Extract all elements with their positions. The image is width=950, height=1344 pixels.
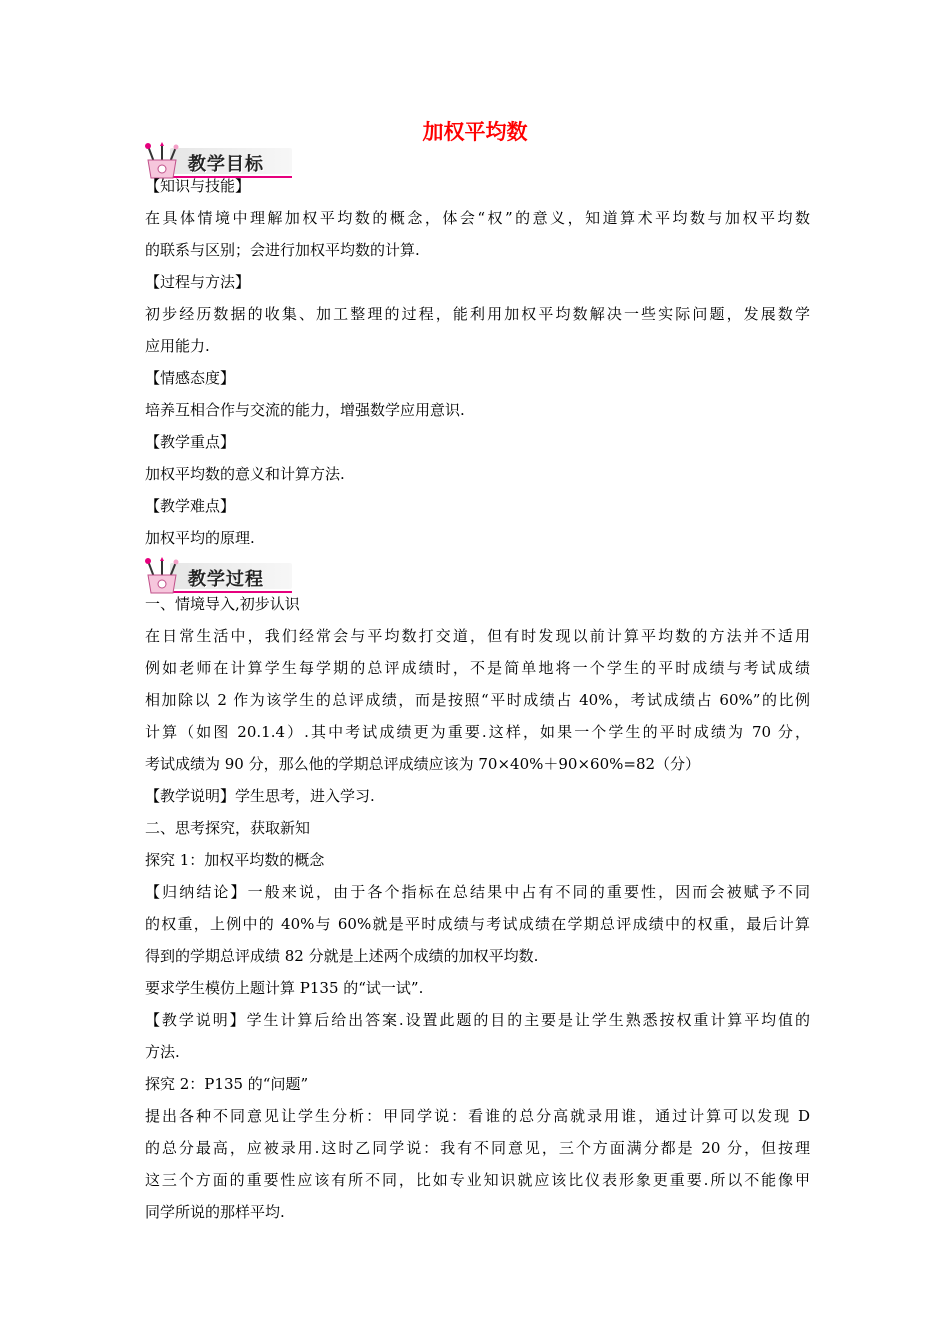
section1-heading: 一、情境导入,初步认识 — [145, 595, 300, 613]
attitude-heading: 【情感态度】 — [145, 369, 236, 387]
paragraph-line: 的权重，上例中的 40%与 60%就是平时成绩与考试成绩在学期总评成绩中的权重，最后计算 — [145, 915, 810, 933]
document-title: 加权平均数 — [422, 120, 528, 144]
explore2-heading: 探究 2：P135 的“问题” — [145, 1075, 309, 1093]
paragraph-line: 这三个方面的重要性应该有所不同，比如专业知识就应该比仪表形象更重要.所以不能像甲 — [145, 1171, 810, 1189]
pen-cup-icon — [140, 142, 188, 180]
paragraph-line: 相加除以 2 作为该学生的总评成绩，而是按照“平时成绩占 40%，考试成绩占 60%”的比例 — [145, 691, 810, 709]
difficulty-heading: 【教学难点】 — [145, 497, 236, 515]
paragraph-line: 的总分最高，应被录用.这时乙同学说：我有不同意见，三个方面满分都是 20 分，但按理 — [145, 1139, 810, 1157]
teaching-note: 【教学说明】学生计算后给出答案.设置此题的目的主要是让学生熟悉按权重计算平均值的 — [145, 1011, 810, 1029]
banner-label: 教学过程 — [188, 569, 264, 590]
objectives-banner — [140, 142, 292, 180]
paragraph-line: 提出各种不同意见让学生分析：甲同学说：看谁的总分高就录用谁，通过计算可以发现 D — [145, 1107, 810, 1125]
paragraph-line: 在日常生活中，我们经常会与平均数打交道，但有时发现以前计算平均数的方法并不适用 — [145, 627, 810, 645]
paragraph-line: 应用能力. — [145, 337, 210, 355]
paragraph-line: 加权平均数的意义和计算方法. — [145, 465, 345, 483]
paragraph-line: 考试成绩为 90 分，那么他的学期总评成绩应该为 70×40%＋90×60%=82（分） — [145, 755, 701, 773]
paragraph-line: 得到的学期总评成绩 82 分就是上述两个成绩的加权平均数. — [145, 947, 539, 965]
paragraph-line: 方法. — [145, 1043, 180, 1061]
knowledge-heading: 【知识与技能】 — [145, 177, 251, 195]
explore1-heading: 探究 1：加权平均数的概念 — [145, 851, 325, 869]
paragraph-line: 同学所说的那样平均. — [145, 1203, 285, 1221]
paragraph-line: 要求学生模仿上题计算 P135 的“试一试”. — [145, 979, 424, 997]
banner-label: 教学目标 — [188, 154, 264, 175]
paragraph-line: 在具体情境中理解加权平均数的概念，体会“权”的意义，知道算术平均数与加权平均数 — [145, 209, 810, 227]
paragraph-line: 初步经历数据的收集、加工整理的过程，能利用加权平均数解决一些实际问题，发展数学 — [145, 305, 810, 323]
pen-cup-icon — [140, 557, 188, 595]
keypoint-heading: 【教学重点】 — [145, 433, 236, 451]
paragraph-line: 加权平均的原理. — [145, 529, 255, 547]
paragraph-line: 培养互相合作与交流的能力，增强数学应用意识. — [145, 401, 465, 419]
paragraph-line: 的联系与区别；会进行加权平均数的计算. — [145, 241, 420, 259]
process-banner — [140, 557, 292, 595]
section2-heading: 二、思考探究，获取新知 — [145, 819, 311, 837]
paragraph-line: 计算（如图 20.1.4）.其中考试成绩更为重要.这样，如果一个学生的平时成绩为 70 分， — [145, 723, 810, 741]
teaching-note: 【教学说明】学生思考，进入学习. — [145, 787, 375, 805]
process-method-heading: 【过程与方法】 — [145, 273, 251, 291]
paragraph-line: 例如老师在计算学生每学期的总评成绩时，不是简单地将一个学生的平时成绩与考试成绩 — [145, 659, 810, 677]
paragraph-line: 【归纳结论】一般来说，由于各个指标在总结果中占有不同的重要性，因而会被赋予不同 — [145, 883, 810, 901]
